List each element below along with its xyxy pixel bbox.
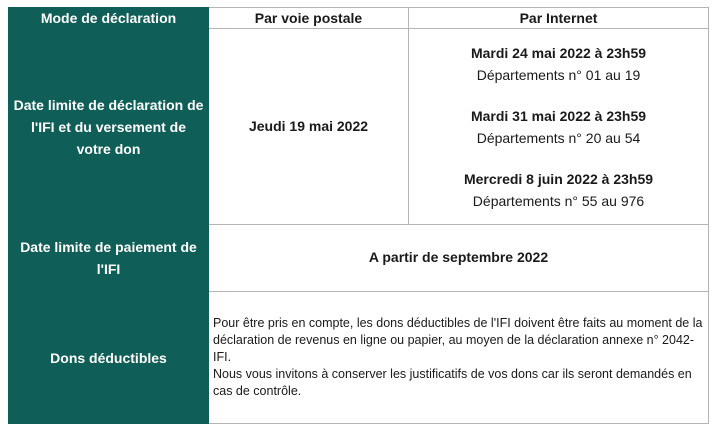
deadline-row [9, 29, 709, 225]
dons-paragraph-1: Pour être pris en compte, les dons déductibles de l'IFI doivent être faits au moment de la déclaration de revenus en ligne ou papier, au moyen de la déclaration annexe n° 2042-IFI. [213, 316, 703, 364]
payment-row [9, 225, 709, 292]
internet-date: Mercredi 8 juin 2022 à 23h59 [463, 170, 654, 187]
internet-deadline-2 [409, 105, 708, 149]
internet-departments: Départements n° 01 au 19 [476, 66, 641, 83]
payment-value: A partir de septembre 2022 [368, 249, 549, 265]
payment-label: Date limite de paiement de l'IFI [9, 225, 209, 292]
dons-label: Dons déductibles [9, 292, 209, 424]
internet-deadline-3 [409, 168, 708, 212]
header-row [9, 8, 709, 29]
header-mode-declaration: Mode de déclaration [9, 8, 209, 29]
internet-date: Mardi 24 mai 2022 à 23h59 [470, 44, 647, 61]
dons-row [9, 292, 709, 424]
payment-value-cell [209, 225, 709, 292]
internet-date: Mardi 31 mai 2022 à 23h59 [470, 107, 647, 124]
deadline-internet [409, 29, 709, 225]
deadline-postal [209, 29, 409, 225]
dons-description [209, 292, 709, 424]
header-internet: Par Internet [409, 8, 709, 29]
ifi-deadlines-table [8, 7, 709, 424]
internet-departments: Départements n° 55 au 976 [472, 192, 645, 209]
internet-departments: Départements n° 20 au 54 [476, 129, 641, 146]
dons-paragraph-2: Nous vous invitons à conserver les justificatifs de vos dons car ils seront demandés en cas de contrôle. [213, 367, 692, 398]
header-voie-postale: Par voie postale [209, 8, 409, 29]
deadline-label: Date limite de déclaration de l'IFI et du versement de votre don [9, 29, 209, 225]
postal-date: Jeudi 19 mai 2022 [248, 117, 369, 134]
internet-deadline-1 [409, 42, 708, 86]
